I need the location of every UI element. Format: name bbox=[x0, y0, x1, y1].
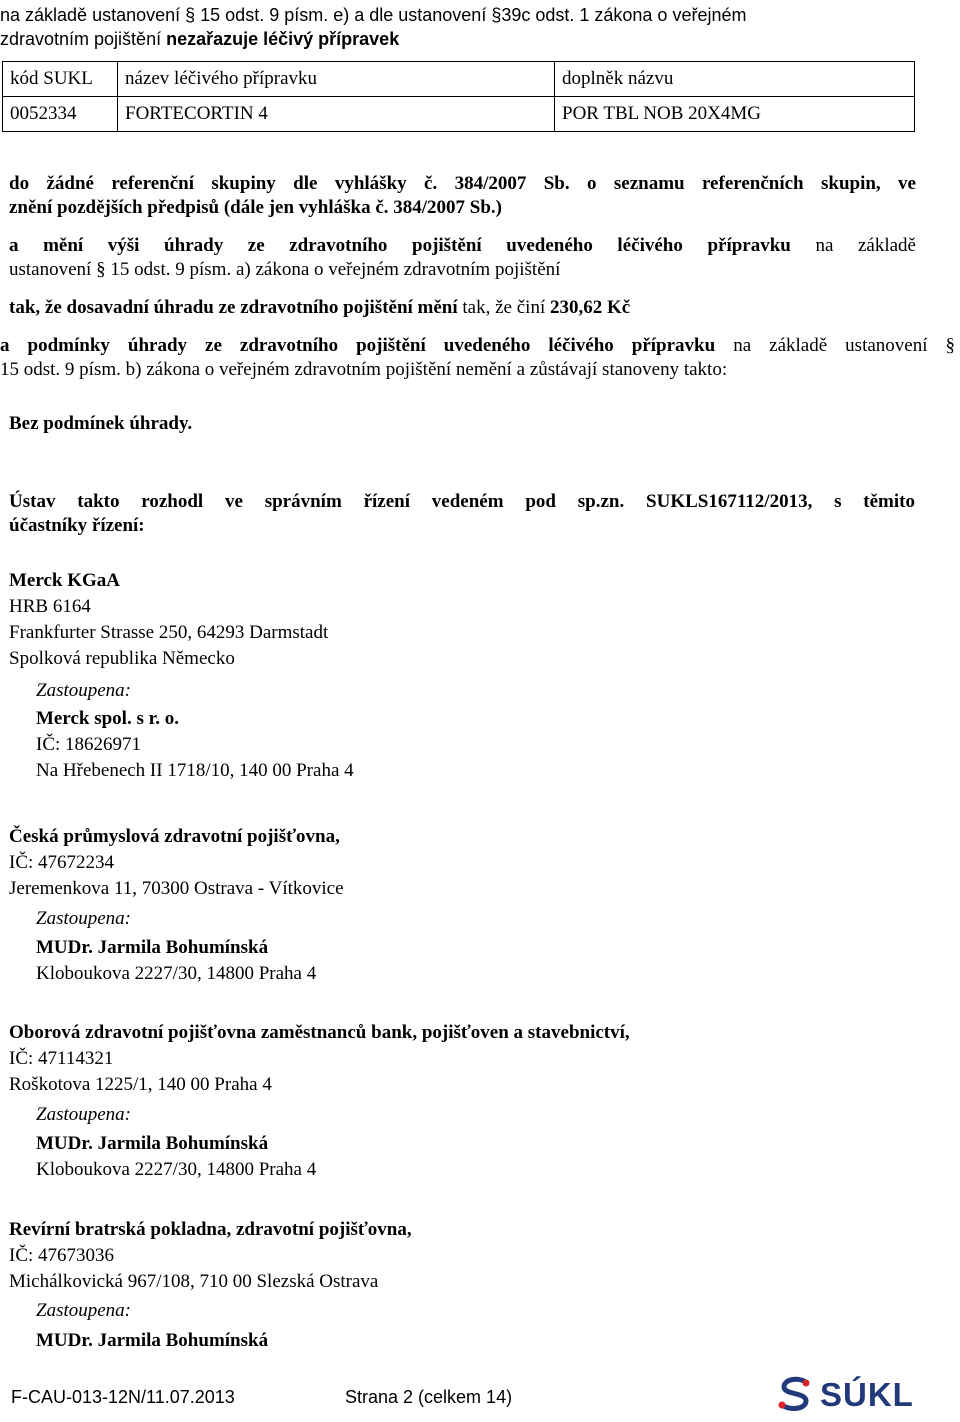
intro-line-2 bbox=[0, 27, 399, 51]
representative-name: MUDr. Jarmila Bohumínská bbox=[36, 1330, 269, 1351]
representative-label: Zastoupena: bbox=[36, 1104, 131, 1125]
para1-line-1: do žádné referenční skupiny dle vyhlášky č. 384/2007 Sb. o seznamu referenčních skupin, ve bbox=[9, 173, 916, 194]
footer-page-number: Strana 2 (celkem 14) bbox=[345, 1387, 513, 1407]
para2-line-1 bbox=[9, 234, 916, 258]
participant-name: Oborová zdravotní pojišťovna zaměstnanců bank, pojišťoven a stavebnictví, bbox=[9, 1022, 630, 1043]
para3-bold: tak, že dosavadní úhradu ze zdravotního pojištění mění bbox=[9, 297, 458, 318]
table-header-row bbox=[3, 62, 915, 97]
decision-bold: Ústav takto rozhodl ve správním řízení vedeném pod sp.zn. bbox=[9, 491, 625, 512]
representative-line: Kloboukova 2227/30, 14800 Praha 4 bbox=[36, 1159, 317, 1180]
representative-name: MUDr. Jarmila Bohumínská bbox=[36, 937, 269, 958]
participant-line: IČ: 47114321 bbox=[9, 1048, 114, 1069]
para4-bold: a podmínky úhrady ze zdravotního pojištění uvedeného léčivého přípravku bbox=[0, 335, 716, 356]
representative-name: MUDr. Jarmila Bohumínská bbox=[36, 1133, 269, 1154]
representative-label: Zastoupena: bbox=[36, 680, 131, 701]
table-header-cell: název léčivého přípravku bbox=[118, 62, 555, 97]
participant-line: IČ: 47673036 bbox=[9, 1245, 115, 1266]
participant-name: Česká průmyslová zdravotní pojišťovna, bbox=[9, 826, 340, 847]
participant-name: Revírní bratrská pokladna, zdravotní pojišťovna, bbox=[9, 1219, 412, 1240]
decision-line-2: účastníky řízení: bbox=[9, 515, 145, 536]
table-header-cell: kód SUKL bbox=[3, 62, 118, 97]
representative-name: Merck spol. s r. o. bbox=[36, 708, 180, 729]
participant-name: Merck KGaA bbox=[9, 570, 120, 591]
footer-form-id: F-CAU-013-12N/11.07.2013 bbox=[11, 1387, 235, 1407]
representative-line: Kloboukova 2227/30, 14800 Praha 4 bbox=[36, 963, 317, 984]
participant-line: HRB 6164 bbox=[9, 596, 91, 617]
drug-table bbox=[2, 61, 915, 132]
table-cell: 0052334 bbox=[3, 97, 118, 132]
decision-ref: SUKLS167112/2013, s těmito bbox=[624, 491, 915, 512]
participant-line: Frankfurter Strasse 250, 64293 Darmstadt bbox=[9, 622, 329, 643]
para3 bbox=[9, 296, 630, 320]
table-cell: POR TBL NOB 20X4MG bbox=[555, 97, 915, 132]
sukl-logo-icon bbox=[776, 1375, 814, 1413]
sukl-logo-text: SÚKL bbox=[820, 1376, 914, 1413]
para4-line-1 bbox=[0, 334, 955, 358]
table-header-cell: doplněk názvu bbox=[555, 62, 915, 97]
para3-normal: tak, že činí bbox=[457, 297, 550, 318]
para3-amount: 230,62 Kč bbox=[549, 297, 631, 318]
intro-line-2-bold: nezařazuje léčivý přípravek bbox=[166, 29, 400, 49]
para2-bold: a mění výši úhrady ze zdravotního pojištění uvedeného léčivého přípravku bbox=[9, 235, 791, 256]
representative-label: Zastoupena: bbox=[36, 1300, 131, 1321]
para2-normal: na základě bbox=[790, 235, 916, 256]
sukl-logo bbox=[776, 1373, 926, 1417]
intro-line-1: na základě ustanovení § 15 odst. 9 písm. e) a dle ustanovení §39c odst. 1 zákona o veřejném bbox=[0, 5, 747, 25]
para4-normal: na základě ustanovení § bbox=[715, 335, 956, 356]
intro-line-2-text: zdravotním pojištění bbox=[0, 29, 167, 49]
participant-line: Roškotova 1225/1, 140 00 Praha 4 bbox=[9, 1074, 272, 1095]
para4-line-2: 15 odst. 9 písm. b) zákona o veřejném zdravotním pojištění nemění a zůstávají stanoveny takto: bbox=[0, 359, 728, 380]
participant-line: Michálkovická 967/108, 710 00 Slezská Ostrava bbox=[9, 1271, 379, 1292]
representative-line: IČ: 18626971 bbox=[36, 734, 142, 755]
participant-line: IČ: 47672234 bbox=[9, 852, 115, 873]
participant-line: Spolková republika Německo bbox=[9, 648, 235, 669]
decision-line-1 bbox=[9, 490, 915, 514]
para1-line-2: znění pozdějších předpisů (dále jen vyhláška č. 384/2007 Sb.) bbox=[9, 197, 502, 218]
representative-label: Zastoupena: bbox=[36, 908, 131, 929]
table-row bbox=[3, 97, 915, 132]
conditions: Bez podmínek úhrady. bbox=[9, 413, 193, 434]
participant-line: Jeremenkova 11, 70300 Ostrava - Vítkovice bbox=[9, 878, 344, 899]
para2-line-2: ustanovení § 15 odst. 9 písm. a) zákona o veřejném zdravotním pojištění bbox=[9, 259, 561, 280]
representative-line: Na Hřebenech II 1718/10, 140 00 Praha 4 bbox=[36, 760, 354, 781]
table-cell: FORTECORTIN 4 bbox=[118, 97, 555, 132]
